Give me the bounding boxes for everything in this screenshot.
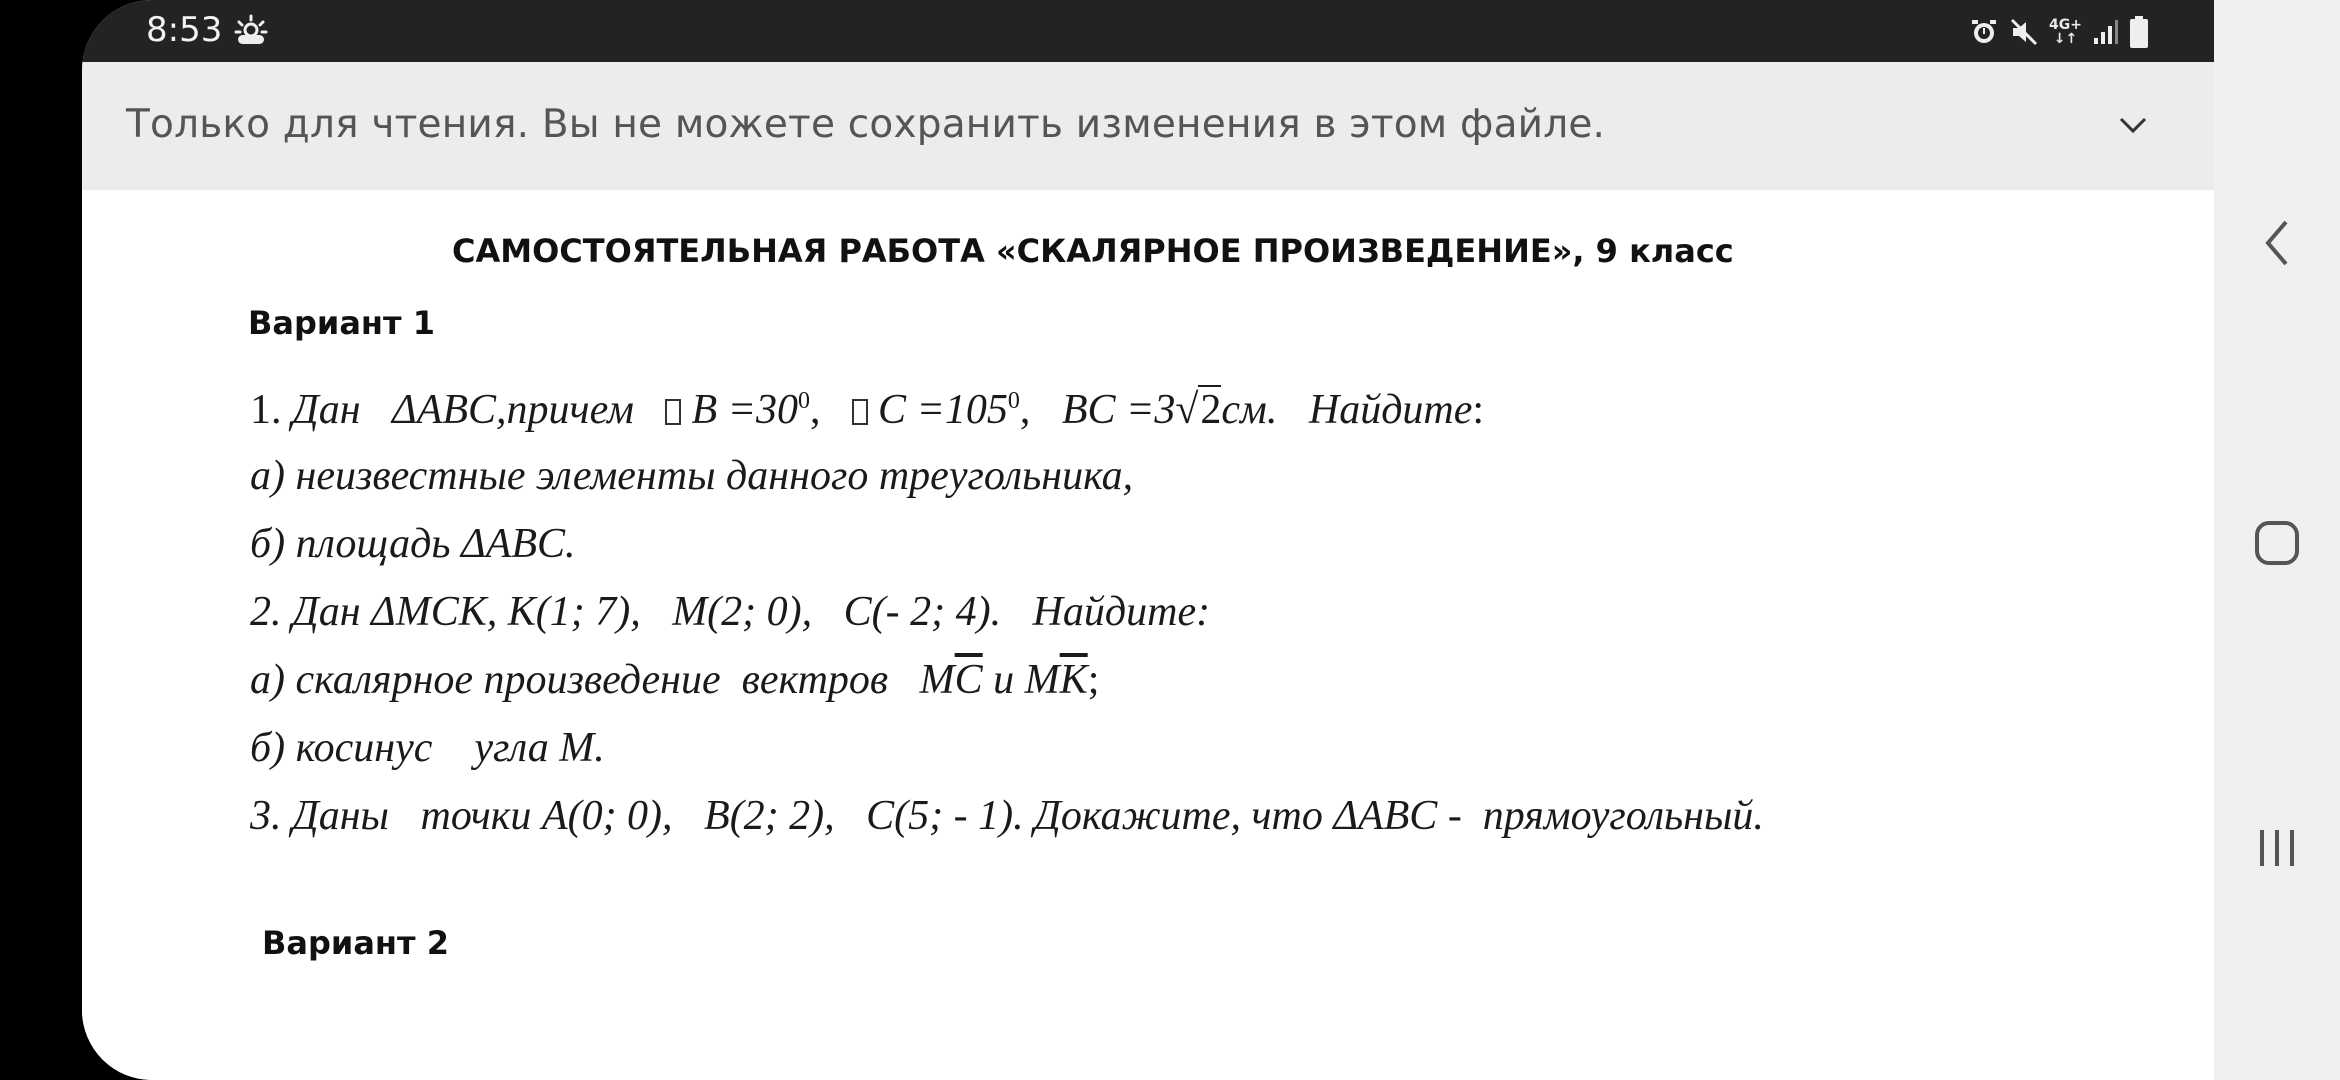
degree-b: 0 [797, 388, 810, 414]
problem-2a-mid: и M [982, 657, 1060, 703]
status-time: 8:53 [146, 10, 223, 50]
data-arrows-icon: ↓↑ [2053, 31, 2078, 47]
document-page [82, 190, 2214, 1080]
angle-glyph [665, 399, 681, 425]
problem-2-text: 2. Дан ΔMCK, K(1; 7), M(2; 0), C(- 2; 4). Найдите: [250, 589, 1211, 635]
problem-1a [250, 452, 1133, 500]
alarm-icon [1969, 17, 1999, 47]
angle-glyph [852, 399, 868, 425]
angle-b: B =30 [691, 387, 798, 433]
angle-c: C =105 [877, 387, 1008, 433]
document-title: САМОСТОЯТЕЛЬНАЯ РАБОТА «СКАЛЯРНОЕ ПРОИЗВЕДЕНИЕ», 9 класс [452, 232, 1734, 270]
navigation-bar [2214, 0, 2340, 1080]
variant-2-heading: Вариант 2 [262, 924, 449, 962]
network-label: 4G+ [2049, 17, 2082, 33]
problem-3 [250, 792, 1764, 840]
vector-k: $\overline{K}$ [1059, 657, 1088, 703]
problem-1-colon: : [1472, 387, 1485, 433]
problem-2b-text: б) косинус угла M. [250, 725, 605, 771]
chevron-down-icon[interactable] [2116, 108, 2150, 146]
problem-2 [250, 588, 1210, 636]
problem-1a-text: а) неизвестные элементы данного треугольника, [250, 453, 1134, 499]
problem-1b-text: б) площадь ΔABC. [250, 521, 576, 567]
readonly-message: Только для чтения. Вы не можете сохранить изменения в этом файле. [126, 102, 1606, 147]
app-screen [82, 0, 2214, 1080]
problem-2a [250, 656, 1099, 704]
bc-unit: см. [1221, 387, 1278, 433]
battery-icon [2130, 16, 2148, 48]
readonly-banner [82, 62, 2214, 190]
recents-icon[interactable] [2258, 826, 2296, 874]
vector-c: $\overline{C}$ [954, 657, 983, 703]
variant-1-heading: Вариант 1 [248, 304, 435, 342]
degree-c: 0 [1007, 388, 1020, 414]
problem-1: 1. Дан ΔABC,причем $B =30^0$, $C =105^0$, BC =3√2см. Найдите: [250, 387, 1485, 433]
home-icon[interactable] [2254, 520, 2300, 570]
bc-prefix: BC =3 [1061, 387, 1176, 433]
back-icon[interactable] [2260, 218, 2294, 272]
status-bar [82, 0, 2214, 62]
problem-1-find: Найдите [1308, 387, 1473, 433]
sqrt-value: 2 [1200, 387, 1222, 433]
problem-2a-suffix: ; [1087, 657, 1100, 703]
problem-2b [250, 724, 605, 772]
problem-1b [250, 520, 576, 568]
problem-3-text: 3. Даны точки A(0; 0), B(2; 2), C(5; - 1). Докажите, что ΔABC - прямоугольный. [250, 793, 1764, 839]
problem-1-given: Дан ΔABC,причем [292, 387, 634, 433]
mute-icon [2009, 17, 2039, 47]
problem-1-number: 1. [250, 387, 282, 433]
network-type [2049, 18, 2082, 46]
partly-cloudy-icon [234, 14, 268, 52]
status-icons [1969, 12, 2148, 52]
problem-2a-prefix: а) скалярное произведение вектров M [250, 657, 955, 703]
signal-icon [2092, 18, 2120, 46]
